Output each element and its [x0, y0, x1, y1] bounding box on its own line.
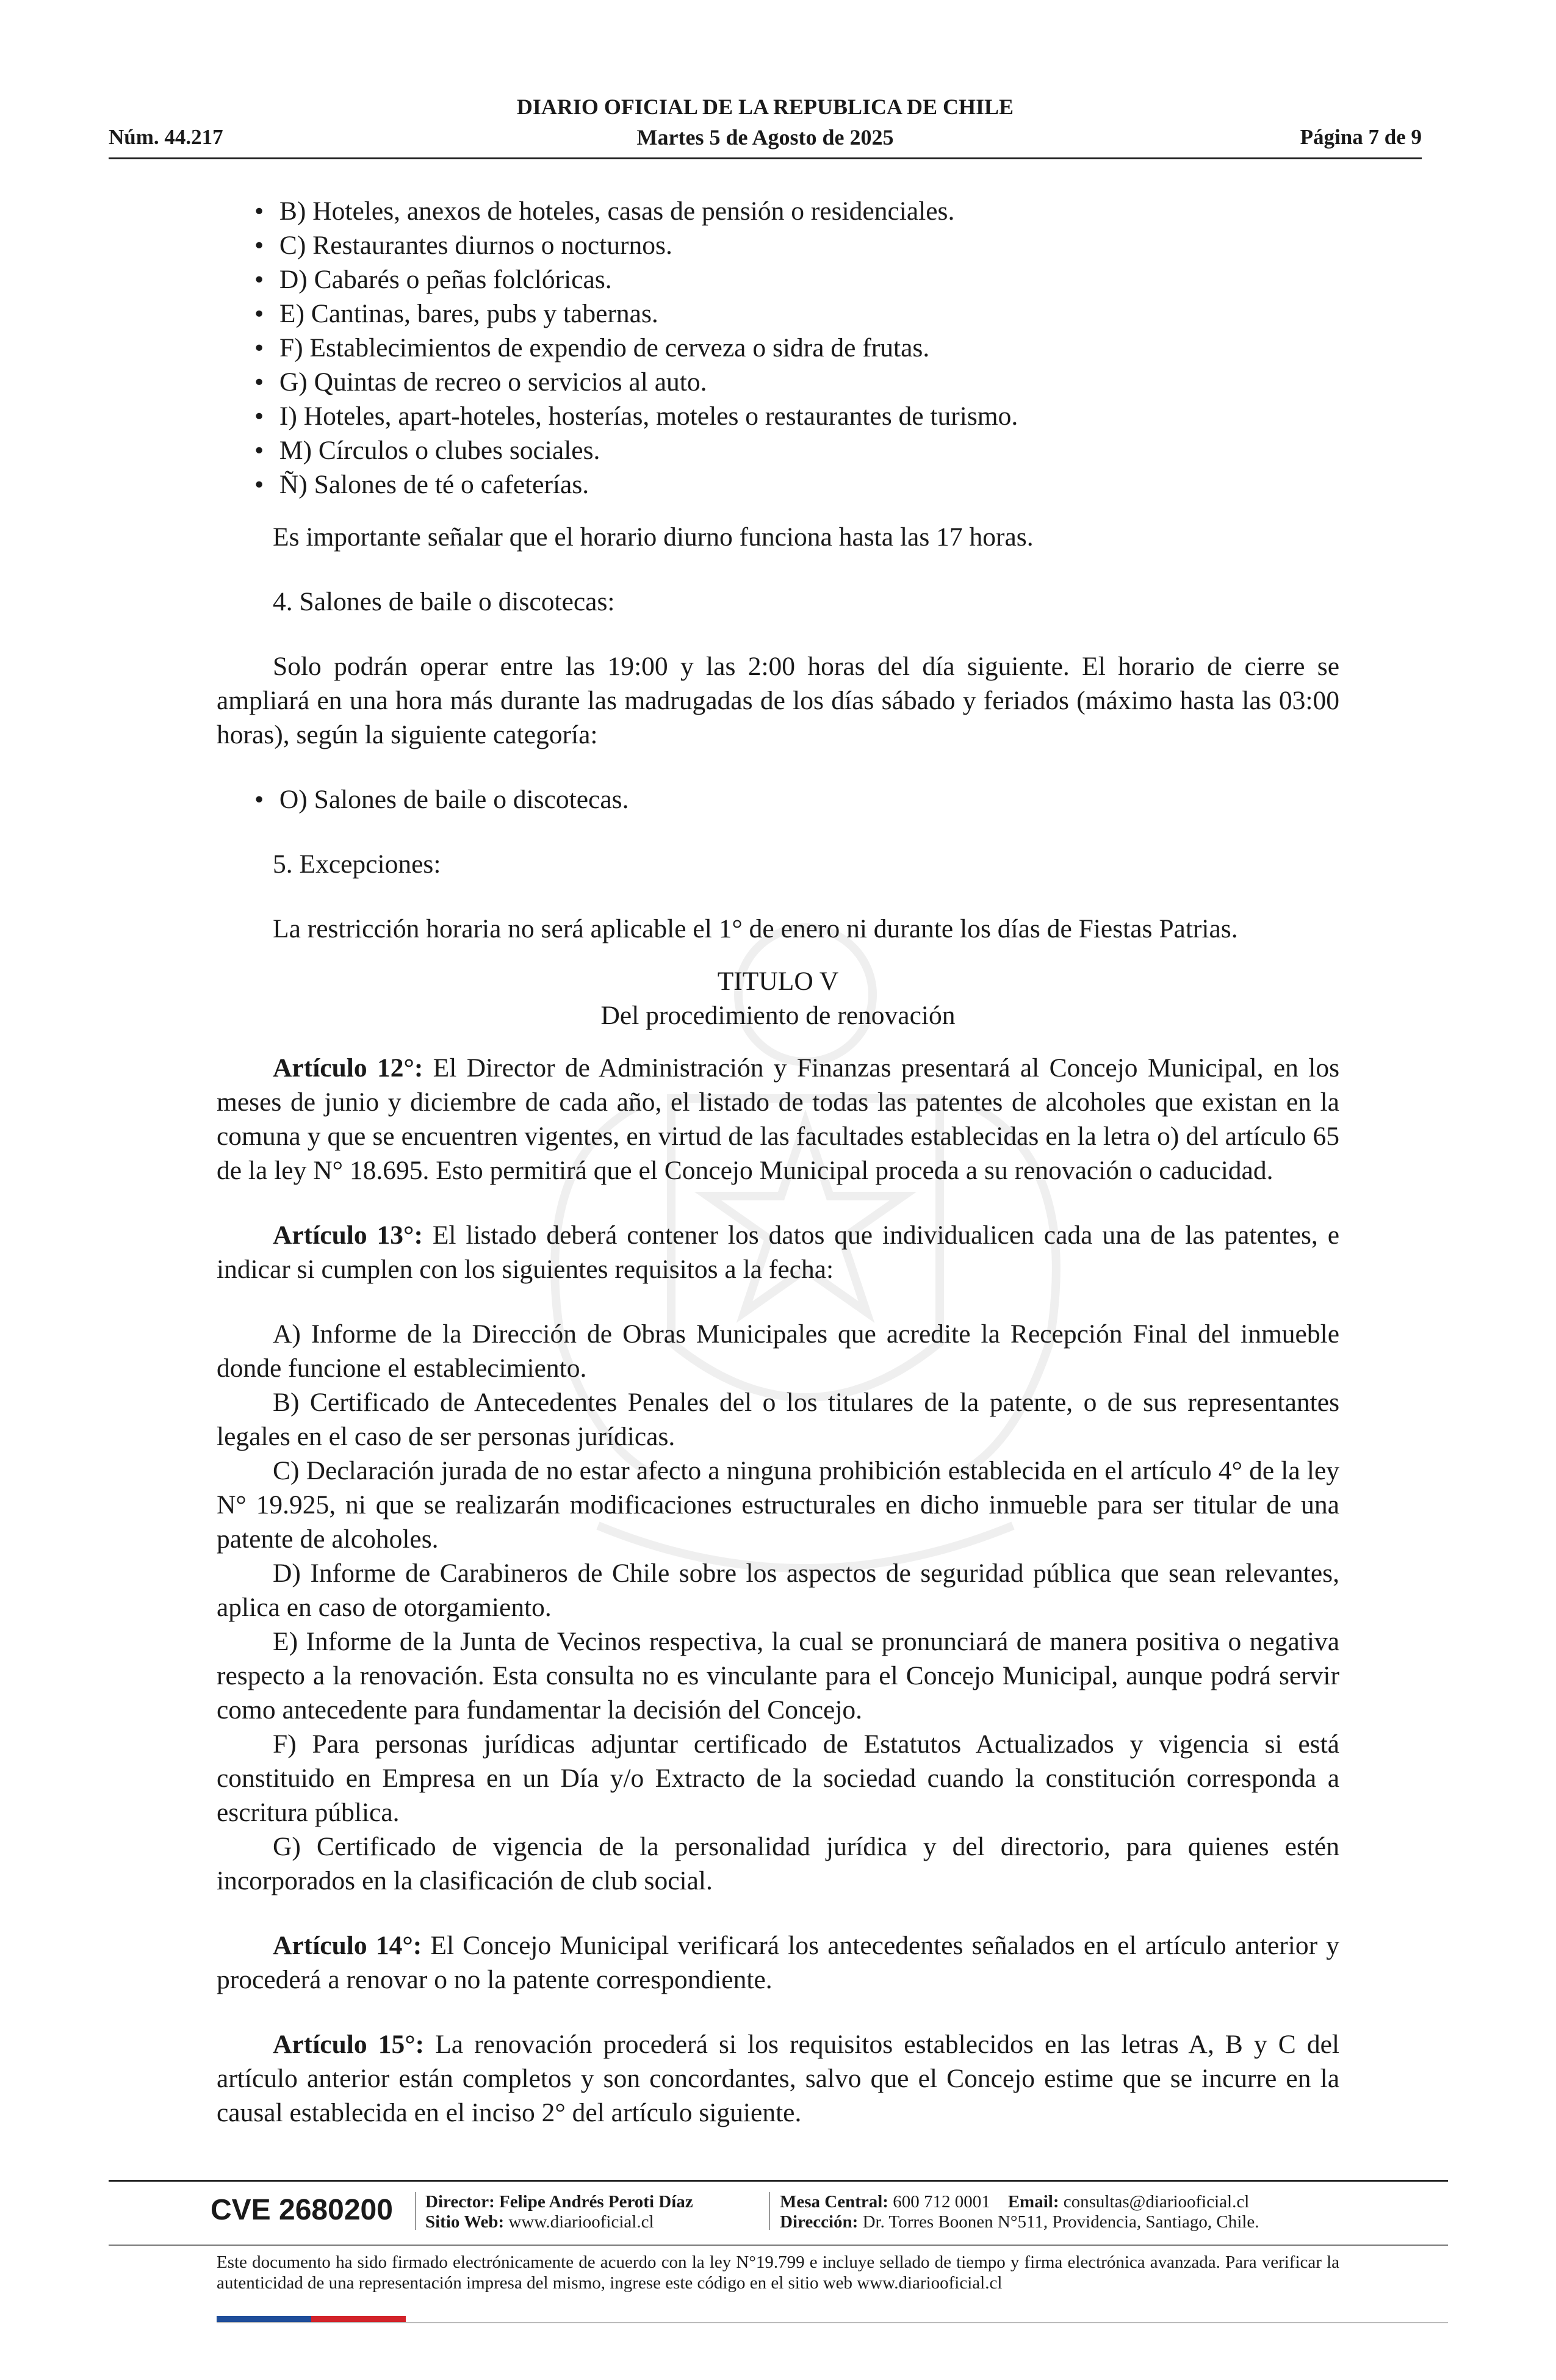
list-item	[217, 194, 1339, 228]
bullet-icon: •	[254, 231, 264, 260]
list-item	[217, 331, 1339, 365]
mesa-label: Mesa Central:	[780, 2192, 888, 2212]
article-12-label: Artículo 12°:	[273, 1053, 423, 1083]
list-item-text: E) Cantinas, bares, pubs y tabernas.	[279, 299, 658, 328]
footer-separator	[415, 2192, 416, 2230]
website-line	[425, 2212, 693, 2232]
article-13-label: Artículo 13°:	[273, 1221, 423, 1250]
director-name: Felipe Andrés Peroti Díaz	[494, 2192, 693, 2212]
article-13-text: El listado deberá contener los datos que individualicen cada una de las patentes, e indicar si cumplen con los siguientes requisitos a la fecha:	[217, 1221, 1339, 1284]
article-15-label: Artículo 15°:	[273, 2030, 425, 2059]
requirement-item: C) Declaración jurada de no estar afecto a ninguna prohibición establecida en el artículo 4° de la ley N° 19.925, ni que se realizarán modificaciones estructurales en dicho inmueble para ser titular de una patente de alcoholes.	[217, 1456, 1339, 1554]
footer-director-block	[425, 2192, 693, 2232]
list-item	[217, 433, 1339, 467]
address-text: Dr. Torres Boonen N°511, Providencia, Santiago, Chile.	[858, 2212, 1259, 2232]
category-list-o	[217, 782, 1339, 817]
paragraph-excepciones: La restricción horaria no será aplicable el 1° de enero ni durante los días de Fiestas Patrias.	[273, 914, 1238, 943]
list-item-text: D) Cabarés o peñas folclóricas.	[279, 265, 612, 294]
director-label: Director:	[425, 2192, 495, 2212]
list-item	[217, 262, 1339, 297]
article-14-text: El Concejo Municipal verificará los antecedentes señalados en el artículo anterior y procederá a renovar o no la patente correspondiente.	[217, 1931, 1340, 1994]
footer-contact-block	[780, 2192, 1259, 2232]
website-link[interactable]: www.diariooficial.cl	[504, 2212, 654, 2232]
issue-date: Martes 5 de Agosto de 2025	[636, 125, 894, 150]
journal-name: DIARIO OFICIAL DE LA REPUBLICA DE CHILE	[516, 95, 1014, 119]
journal-title-block	[109, 92, 1422, 153]
requirement-item: B) Certificado de Antecedentes Penales del o los titulares de la patente, o de sus representantes legales en el caso de ser personas jurídicas.	[217, 1388, 1339, 1451]
list-item	[217, 467, 1339, 502]
cve-code: CVE 2680200	[211, 2194, 393, 2226]
bullet-icon: •	[254, 299, 264, 328]
title-heading: TITULO V	[717, 967, 839, 996]
bullet-icon: •	[254, 470, 264, 499]
footer-separator	[769, 2192, 770, 2230]
article-12	[217, 1051, 1339, 1188]
paragraph-salones: Solo podrán operar entre las 19:00 y las 2:00 horas del día siguiente. El horario de cierre se ampliará en una hora más durante las madrugadas de los días sábado y feriados (máximo hasta las 03:00 horas), según la siguiente categoría:	[217, 652, 1339, 749]
email-label: Email:	[1007, 2192, 1059, 2212]
heading-excepciones: 5. Excepciones:	[273, 849, 441, 879]
article-15-text: La renovación procederá si los requisitos establecidos en las letras A, B y C del artículo anterior están completos y son concordantes, salvo que el Concejo estime que se incurre en la causal establecida en el inciso 2° del artículo siguiente.	[217, 2030, 1339, 2127]
article-14-label: Artículo 14°:	[273, 1931, 422, 1960]
requirement-item: D) Informe de Carabineros de Chile sobre los aspectos de seguridad pública que sean relevantes, aplica en caso de otorgamiento.	[217, 1559, 1339, 1622]
category-list	[217, 194, 1339, 502]
list-item-text: M) Círculos o clubes sociales.	[279, 436, 600, 465]
article-14	[217, 1928, 1339, 1997]
footer-divider-2	[109, 2245, 1448, 2246]
footer-bottom-rule	[217, 2322, 1448, 2323]
list-item-text: I) Hoteles, apart-hoteles, hosterías, moteles o restaurantes de turismo.	[279, 402, 1018, 431]
address-line	[780, 2212, 1259, 2232]
heading-salones: 4. Salones de baile o discotecas:	[273, 587, 615, 616]
footer-divider	[109, 2180, 1448, 2182]
article-13	[217, 1218, 1339, 1286]
list-item	[217, 297, 1339, 331]
requirement-item: F) Para personas jurídicas adjuntar certificado de Estatutos Actualizados y vigencia si está constituido en Empresa en un Día y/o Extracto de la sociedad cuando la constitución corresponda a escritura pública.	[217, 1729, 1339, 1827]
list-item-text: G) Quintas de recreo o servicios al auto.	[279, 367, 707, 397]
page-header	[109, 92, 1422, 159]
bullet-icon: •	[254, 333, 264, 362]
page-indicator: Página 7 de 9	[1300, 125, 1422, 149]
bullet-icon: •	[254, 436, 264, 465]
address-label: Dirección:	[780, 2212, 859, 2232]
bullet-icon: •	[254, 197, 264, 226]
mesa-phone: 600 712 0001	[888, 2192, 990, 2212]
email-link[interactable]: consultas@diariooficial.cl	[1059, 2192, 1250, 2212]
article-15	[217, 2027, 1339, 2130]
issue-number: Núm. 44.217	[109, 125, 223, 149]
requirements-list	[217, 1317, 1339, 1898]
article-12-text: El Director de Administración y Finanzas presentará al Concejo Municipal, en los meses de junio y diciembre de cada año, el listado de todas las patentes de alcoholes que existan en la comuna y que se encuentren vigentes, en virtud de las facultades establecidas en la letra o) del artículo 65 de la ley N° 18.695. Esto permitirá que el Concejo Municipal proceda a su renovación o caducidad.	[217, 1053, 1340, 1185]
list-item-text: C) Restaurantes diurnos o nocturnos.	[279, 231, 672, 260]
website-label: Sitio Web:	[425, 2212, 505, 2232]
document-body	[217, 194, 1339, 2130]
requirement-item: G) Certificado de vigencia de la personalidad jurídica y del directorio, para quienes estén incorporados en la clasificación de club social.	[217, 1832, 1339, 1895]
bullet-icon: •	[254, 402, 264, 431]
requirement-item: A) Informe de la Dirección de Obras Municipales que acredite la Recepción Final del inmueble donde funcione el establecimiento.	[217, 1319, 1339, 1383]
list-item	[217, 365, 1339, 399]
title-subheading: Del procedimiento de renovación	[600, 1001, 956, 1030]
bullet-icon: •	[254, 367, 264, 397]
list-item	[217, 228, 1339, 262]
list-item-text: B) Hoteles, anexos de hoteles, casas de pensión o residenciales.	[279, 197, 955, 226]
contact-line	[780, 2192, 1259, 2212]
bullet-icon: •	[254, 785, 264, 814]
list-item	[217, 399, 1339, 433]
list-item-text: O) Salones de baile o discotecas.	[279, 785, 629, 814]
director-line	[425, 2192, 693, 2212]
header-divider	[109, 157, 1422, 159]
list-item-text: F) Establecimientos de expendio de cerveza o sidra de frutas.	[279, 333, 930, 362]
list-item	[217, 782, 1339, 817]
paragraph-diurno: Es importante señalar que el horario diurno funciona hasta las 17 horas.	[273, 522, 1034, 552]
requirement-item: E) Informe de la Junta de Vecinos respectiva, la cual se pronunciará de manera positiva o negativa respecto a la renovación. Esta consulta no es vinculante para el Concejo Municipal, aunque podrá servir como antecedente para fundamentar la decisión del Concejo.	[217, 1627, 1339, 1725]
bullet-icon: •	[254, 265, 264, 294]
signature-note: Este documento ha sido firmado electrónicamente de acuerdo con la ley N°19.799 e incluye sellado de tiempo y firma electrónica avanzada. Para verificar la autenticidad de una representación impresa del mismo, ingrese este código en el sitio web www.diariooficial.cl	[217, 2252, 1339, 2293]
list-item-text: Ñ) Salones de té o cafeterías.	[279, 470, 589, 499]
